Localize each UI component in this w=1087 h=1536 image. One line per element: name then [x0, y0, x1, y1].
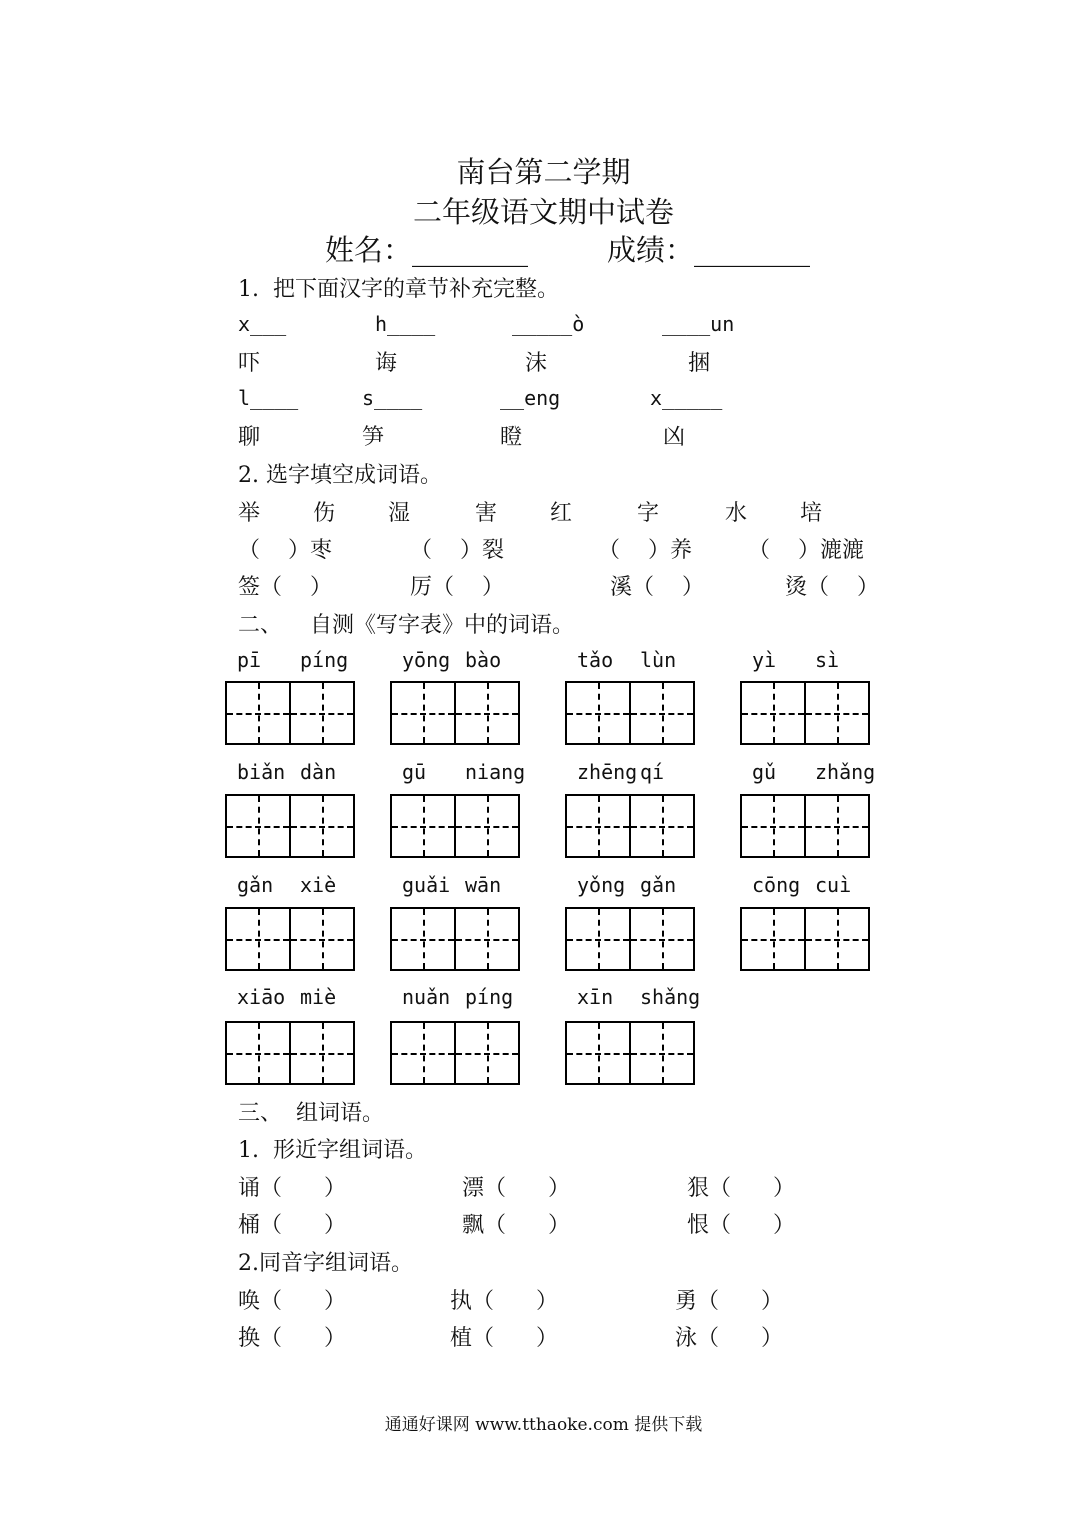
word-blank: 唤（ ）: [238, 1289, 346, 1314]
pinyin-label: miè: [300, 985, 337, 1009]
q2-title: 2. 选字填空成词语。: [238, 463, 442, 488]
pinyin-label: gǎn: [237, 873, 274, 897]
grid-cell[interactable]: [742, 796, 806, 856]
q1-char: 瞪: [500, 425, 523, 450]
grid-cell[interactable]: [227, 796, 291, 856]
grid-cell[interactable]: [392, 796, 456, 856]
grid-cell[interactable]: [227, 909, 291, 969]
grid-cell[interactable]: [631, 1023, 693, 1083]
q2-blank: （ ）枣: [238, 538, 332, 563]
grid-cell[interactable]: [392, 683, 456, 743]
grid-cell[interactable]: [456, 796, 518, 856]
pinyin-label: bào: [465, 648, 502, 672]
pinyin-label: gǎn: [640, 873, 677, 897]
word-blank: 诵（ ）: [238, 1176, 346, 1201]
writing-grid[interactable]: [740, 681, 870, 745]
q2-choice: 举: [238, 501, 261, 526]
grid-cell[interactable]: [742, 909, 806, 969]
word-blank: 勇（ ）: [675, 1289, 783, 1314]
q1-char: 沫: [525, 351, 548, 376]
pinyin-label: zhēng: [577, 760, 638, 784]
writing-grid[interactable]: [225, 1021, 355, 1085]
q1-pinyin: l____: [238, 386, 299, 410]
q1-pinyin: s____: [362, 386, 423, 410]
q2-choice: 伤: [313, 501, 336, 526]
title-school: 南台第二学期: [456, 155, 631, 189]
q2-blank: 烫（ ）: [785, 575, 879, 600]
word-blank: 植（ ）: [450, 1326, 558, 1351]
pinyin-label: zhǎng: [815, 760, 876, 784]
writing-grid[interactable]: [390, 681, 520, 745]
q2-blank: 溪（ ）: [610, 575, 704, 600]
word-blank: 飘（ ）: [462, 1213, 570, 1238]
sec3-title: 三、 组词语。: [238, 1101, 384, 1126]
writing-grid[interactable]: [225, 681, 355, 745]
sec3-sub2-title: 2.同音字组词语。: [238, 1251, 413, 1276]
word-blank: 执（ ）: [450, 1289, 558, 1314]
q2-choice: 红: [550, 501, 573, 526]
q1-pinyin: x___: [238, 312, 287, 336]
grid-cell[interactable]: [806, 683, 868, 743]
writing-grid[interactable]: [225, 907, 355, 971]
grid-cell[interactable]: [227, 683, 291, 743]
pinyin-label: niang: [465, 760, 526, 784]
pinyin-label: gū: [402, 760, 427, 784]
grid-cell[interactable]: [392, 909, 456, 969]
q2-choice: 字: [637, 501, 660, 526]
pinyin-label: guǎi: [402, 873, 451, 897]
writing-grid[interactable]: [740, 907, 870, 971]
pinyin-label: qí: [640, 760, 665, 784]
q1-char: 笋: [362, 425, 385, 450]
writing-grid[interactable]: [565, 907, 695, 971]
grid-cell[interactable]: [456, 1023, 518, 1083]
q1-pinyin: x_____: [650, 386, 723, 410]
q1-char: 凶: [663, 425, 686, 450]
q2-blank: （ ）漉漉: [748, 538, 864, 563]
q1-char: 诲: [375, 351, 398, 376]
grid-cell[interactable]: [227, 1023, 291, 1083]
title-exam: 二年级语文期中试卷: [412, 195, 674, 229]
q1-title: 1. 把下面汉字的章节补充完整。: [238, 277, 559, 302]
grid-cell[interactable]: [291, 796, 353, 856]
word-blank: 漂（ ）: [462, 1176, 570, 1201]
grid-cell[interactable]: [456, 683, 518, 743]
pinyin-label: yōng: [402, 648, 451, 672]
writing-grid[interactable]: [390, 1021, 520, 1085]
grid-cell[interactable]: [392, 1023, 456, 1083]
writing-grid[interactable]: [565, 681, 695, 745]
grid-cell[interactable]: [631, 683, 693, 743]
pinyin-label: nuǎn: [402, 985, 451, 1009]
writing-grid[interactable]: [225, 794, 355, 858]
grid-cell[interactable]: [631, 909, 693, 969]
pinyin-label: cōng: [752, 873, 801, 897]
q1-pinyin: ____un: [662, 312, 735, 336]
q1-pinyin: _____ò: [512, 312, 585, 336]
q1-char: 捆: [688, 351, 711, 376]
grid-cell[interactable]: [806, 909, 868, 969]
writing-grid[interactable]: [565, 794, 695, 858]
writing-grid[interactable]: [740, 794, 870, 858]
writing-grid[interactable]: [390, 794, 520, 858]
word-blank: 恨（ ）: [687, 1213, 795, 1238]
grid-cell[interactable]: [291, 909, 353, 969]
writing-grid[interactable]: [390, 907, 520, 971]
pinyin-label: sì: [815, 648, 840, 672]
name-field: 姓名：________: [325, 233, 529, 267]
pinyin-label: píng: [465, 985, 514, 1009]
q2-blank: （ ）裂: [410, 538, 504, 563]
word-blank: 狠（ ）: [687, 1176, 795, 1201]
pinyin-label: dàn: [300, 760, 337, 784]
q1-pinyin: __eng: [500, 386, 561, 410]
writing-grid[interactable]: [565, 1021, 695, 1085]
pinyin-label: gǔ: [752, 760, 777, 784]
score-field: 成绩：________: [607, 233, 811, 267]
pinyin-label: píng: [300, 648, 349, 672]
q1-pinyin: h____: [375, 312, 436, 336]
pinyin-label: wān: [465, 873, 502, 897]
pinyin-label: biǎn: [237, 760, 286, 784]
pinyin-label: yì: [752, 648, 777, 672]
q2-choice: 水: [725, 501, 748, 526]
grid-cell[interactable]: [631, 796, 693, 856]
q2-choice: 培: [800, 501, 823, 526]
q2-blank: 签（ ）: [238, 575, 332, 600]
q2-blank: 厉（ ）: [410, 575, 504, 600]
word-blank: 桶（ ）: [238, 1213, 346, 1238]
grid-cell[interactable]: [291, 1023, 353, 1083]
pinyin-label: shǎng: [640, 985, 701, 1009]
q1-char: 聊: [238, 425, 261, 450]
grid-cell[interactable]: [806, 796, 868, 856]
pinyin-label: cuì: [815, 873, 852, 897]
pinyin-label: xiāo: [237, 985, 286, 1009]
grid-cell[interactable]: [291, 683, 353, 743]
grid-cell[interactable]: [567, 1023, 631, 1083]
word-blank: 泳（ ）: [675, 1326, 783, 1351]
pinyin-label: xīn: [577, 985, 614, 1009]
grid-cell[interactable]: [567, 683, 631, 743]
sec3-sub1-title: 1. 形近字组词语。: [238, 1138, 427, 1163]
pinyin-label: tǎo: [577, 648, 614, 672]
grid-cell[interactable]: [742, 683, 806, 743]
grid-cell[interactable]: [456, 909, 518, 969]
pinyin-label: lùn: [640, 648, 677, 672]
footer-text: 通通好课网 www.tthaoke.com 提供下载: [384, 1415, 703, 1435]
grid-cell[interactable]: [567, 796, 631, 856]
q2-choice: 害: [475, 501, 498, 526]
grid-cell[interactable]: [567, 909, 631, 969]
pinyin-label: pī: [237, 648, 262, 672]
word-blank: 换（ ）: [238, 1326, 346, 1351]
q2-choice: 湿: [388, 501, 411, 526]
q1-char: 吓: [238, 351, 261, 376]
pinyin-label: yǒng: [577, 873, 626, 897]
pinyin-label: xiè: [300, 873, 337, 897]
q2-blank: （ ）养: [598, 538, 692, 563]
sec2-title: 二、 自测《写字表》中的词语。: [238, 613, 574, 638]
